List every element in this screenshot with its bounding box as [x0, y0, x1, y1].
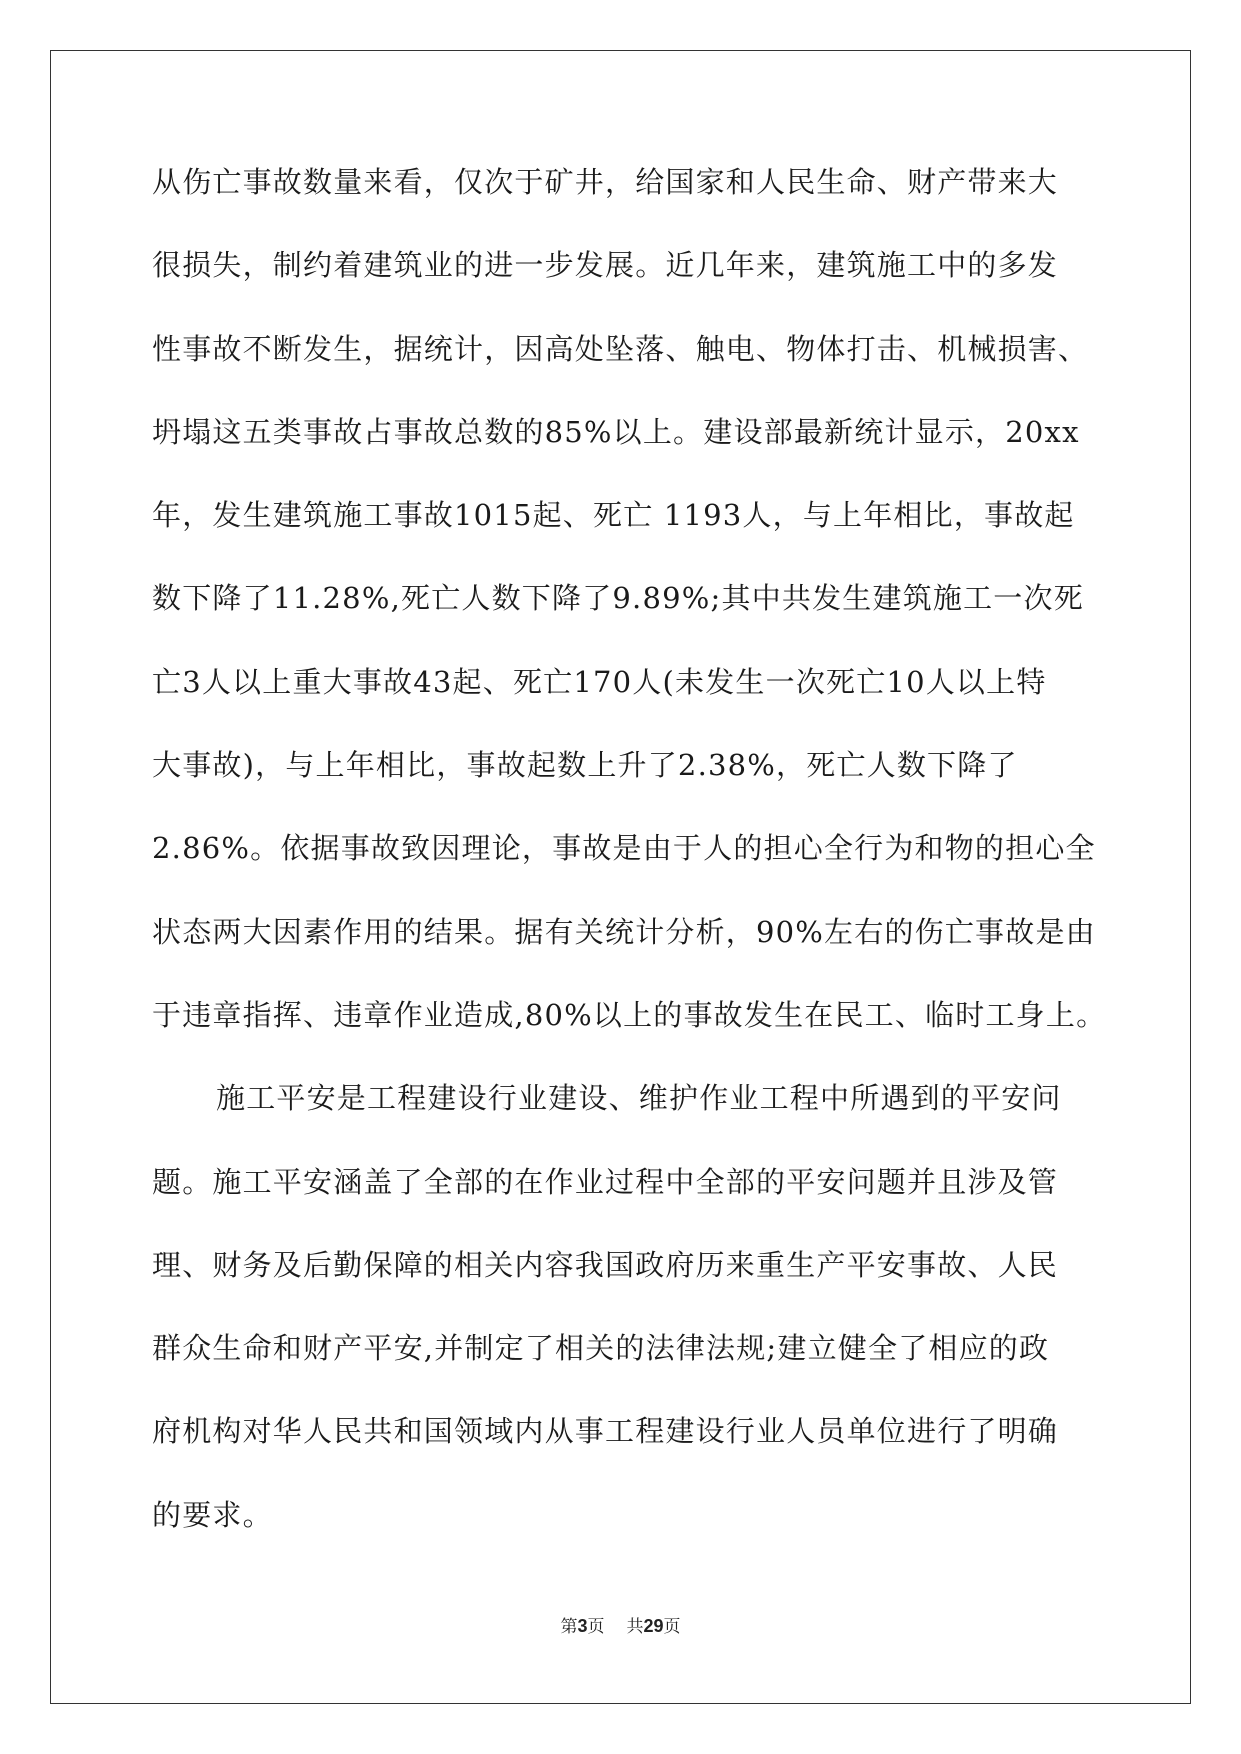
text-line: 状态两大因素作用的结果。据有关统计分析，90%左右的伤亡事故是由 — [152, 914, 1096, 949]
text-line: 亡3人以上重大事故43起、死亡170人(未发生一次死亡10人以上特 — [152, 664, 1047, 699]
text-line: 从伤亡事故数量来看，仅次于矿井，给国家和人民生命、财产带来大 — [152, 165, 1059, 199]
page-footer — [0, 1612, 1241, 1637]
text-line: 2.86%。依据事故致因理论，事故是由于人的担心全行为和物的担心全 — [152, 831, 1096, 866]
document-body — [152, 162, 1107, 1578]
text-line: 大事故)，与上年相比，事故起数上升了2.38%，死亡人数下降了 — [152, 748, 1018, 783]
text-line: 于违章指挥、违章作业造成,80%以上的事故发生在民工、临时工身上。 — [152, 997, 1107, 1032]
text-line: 府机构对华人民共和国领域内从事工程建设行业人员单位进行了明确 — [152, 1414, 1059, 1449]
total-prefix: 共 — [626, 1617, 644, 1637]
current-page-number: 3 — [577, 1616, 588, 1636]
text-line: 题。施工平安涵盖了全部的在作业过程中全部的平安问题并且涉及管 — [152, 1164, 1059, 1199]
total-suffix: 页 — [663, 1617, 681, 1637]
text-line: 群众生命和财产平安,并制定了相关的法律法规;建立健全了相应的政 — [152, 1331, 1050, 1366]
paragraph-2 — [152, 1078, 1092, 1578]
text-line: 年，发生建筑施工事故1015起、死亡 1193人，与上年相比，事故起 — [152, 498, 1075, 533]
text-line: 性事故不断发生，据统计，因高处坠落、触电、物体打击、机械损害、 — [152, 331, 1089, 366]
total-page-count: 29 — [643, 1616, 664, 1636]
text-line: 的要求。 — [152, 1497, 273, 1532]
page-suffix: 页 — [587, 1617, 605, 1637]
paragraph-1 — [152, 162, 1107, 1078]
text-line: 很损失，制约着建筑业的进一步发展。近几年来，建筑施工中的多发 — [152, 248, 1059, 283]
text-line: 数下降了11.28%,死亡人数下降了9.89%;其中共发生建筑施工一次死 — [152, 581, 1084, 616]
text-line-first: 施工平安是工程建设行业建设、维护作业工程中所遇到的平安问 — [216, 1081, 1062, 1116]
page-prefix: 第 — [560, 1617, 578, 1637]
text-line: 理、财务及后勤保障的相关内容我国政府历来重生产平安事故、人民 — [152, 1247, 1059, 1282]
text-line: 坍塌这五类事故占事故总数的85%以上。建设部最新统计显示，20xx — [152, 414, 1080, 449]
